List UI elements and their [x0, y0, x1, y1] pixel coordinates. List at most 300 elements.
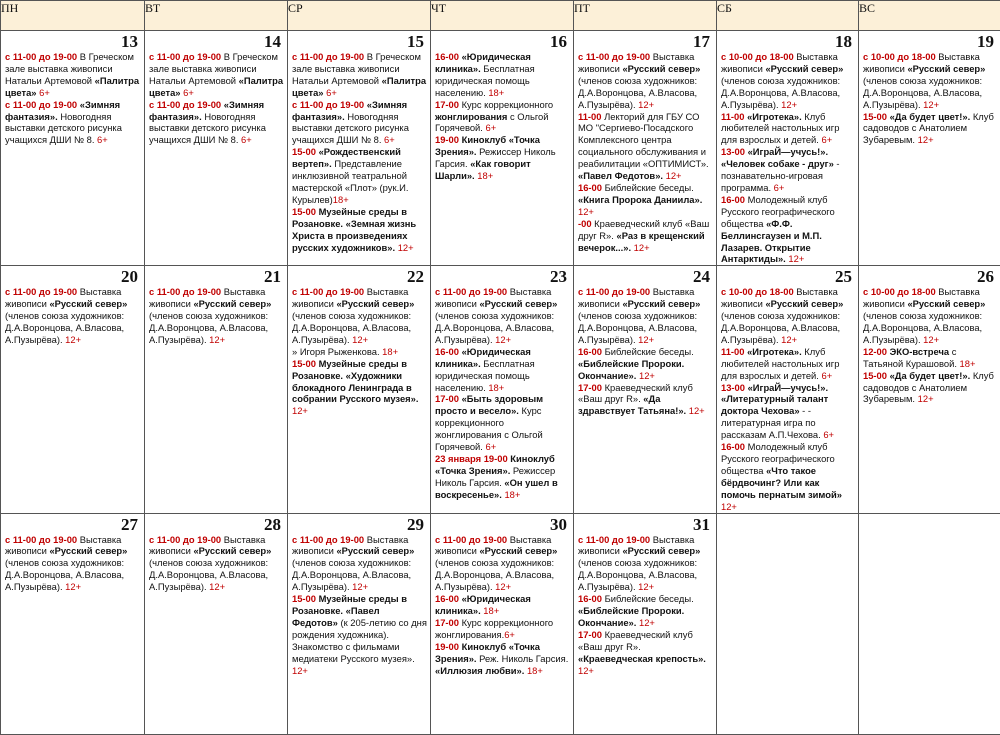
event-time: с 10-00 до 18-00 — [863, 51, 936, 62]
event-time: с 11-00 до 19-00 — [5, 534, 77, 545]
event-item — [292, 206, 428, 254]
event-time: 13-00 — [721, 146, 745, 157]
event-title: «Краеведческая крепость». — [578, 653, 706, 664]
age-rating: 6+ — [37, 87, 50, 98]
event-description: Режиссер Николь Гарсия. — [435, 146, 556, 169]
day-cell — [288, 266, 431, 513]
event-title: «Что такое бёрдвочинг? Или как помочь пернатым зимой» — [721, 465, 842, 500]
day-number: 16 — [431, 31, 573, 51]
event-text: Курс коррекционного жонглирования. — [435, 617, 553, 640]
day-cell — [1, 266, 145, 513]
event-text: В Греческом зале выставка живописи Натальи Артемовой — [5, 51, 134, 86]
event-description: Клуб садоводов с Анатолием Зубаревым. — [863, 370, 994, 405]
event-title: «Русский север» — [479, 545, 557, 556]
event-item — [292, 358, 428, 418]
age-rating: 12+ — [395, 242, 414, 253]
day-cell — [574, 31, 717, 266]
day-cell — [574, 513, 717, 734]
event-title: «Зимняя фантазия». — [5, 99, 120, 122]
event-title: «Зимняя фантазия». — [149, 99, 264, 122]
event-time: 17-00 — [435, 617, 459, 628]
event-description: (членов союза художников: Д.А.Воронцова, А.Власова, А.Пузырёва). — [435, 557, 554, 592]
day-cell — [288, 513, 431, 734]
event-time: 16-00 — [435, 51, 459, 62]
event-text: Выставка живописи — [5, 534, 121, 557]
event-text: Краеведческий клуб «Ваш друг R». — [578, 218, 709, 241]
age-rating: 6+ — [771, 182, 784, 193]
event-time: 16-00 — [578, 182, 602, 193]
day-cell — [431, 266, 574, 513]
event-text: Выставка живописи — [149, 286, 265, 309]
weekday-thu: ЧТ — [431, 1, 574, 31]
event-list — [288, 534, 430, 677]
event-text: Выставка живописи — [578, 534, 694, 557]
event-item — [578, 534, 714, 594]
event-item — [721, 51, 856, 111]
event-time: 15-00 — [292, 146, 316, 157]
event-item — [578, 382, 714, 418]
event-text: » Игоря Рыженкова. — [292, 346, 380, 357]
event-list — [431, 534, 573, 677]
event-description: (членов союза художников: Д.А.Воронцова, А.Власова, А.Пузырёва). — [149, 557, 268, 592]
event-item — [149, 534, 285, 594]
event-title: Киноклуб «Точка Зрения». — [435, 453, 555, 476]
weekday-sun: ВС — [859, 1, 1000, 31]
day-cell — [574, 266, 717, 513]
weekday-wed: СР — [288, 1, 431, 31]
weekday-fri: ПТ — [574, 1, 717, 31]
event-title: «Русский север» — [765, 63, 843, 74]
event-text: Выставка живописи — [435, 286, 551, 309]
event-description: (членов союза художников: Д.А.Воронцова, А.Власова, А.Пузырёва). — [721, 310, 840, 345]
event-description: Новогодняя выставки детского рисунка учащихся ДШИ № 8. — [292, 111, 409, 146]
event-time: -00 — [578, 218, 592, 229]
age-rating: 6+ — [181, 87, 194, 98]
event-title: Музейные среды в Розановке. «Земная жизнь Христа в произведениях русских художников». — [292, 206, 416, 253]
age-rating: 12+ — [636, 334, 655, 345]
event-title: «Русский север» — [336, 545, 414, 556]
event-time: с 11-00 до 19-00 — [149, 99, 221, 110]
event-list — [574, 534, 716, 677]
event-title: Музейные среды в Розановке. «Павел Федотов» — [292, 593, 407, 628]
event-time: 17-00 — [435, 393, 459, 404]
event-time: с 11-00 до 19-00 — [149, 51, 221, 62]
event-item — [721, 194, 856, 265]
event-time: 13-00 — [721, 382, 745, 393]
event-title: «Палитра цвета» — [292, 75, 426, 98]
event-item — [435, 134, 571, 182]
event-time: с 11-00 до 19-00 — [5, 286, 77, 297]
event-item — [435, 617, 571, 641]
event-item — [578, 111, 714, 182]
empty-day-cell — [859, 513, 1000, 734]
week-row — [1, 266, 1000, 513]
event-title: «Юридическая клиника». — [435, 593, 531, 616]
day-cell — [859, 266, 1000, 513]
event-item — [863, 346, 998, 370]
event-item — [863, 51, 998, 111]
event-text: Краеведческий клуб «Ваш друг R». — [578, 629, 693, 652]
event-item — [578, 629, 714, 677]
event-list — [1, 51, 144, 146]
event-title: «Русский север» — [49, 545, 127, 556]
event-item — [435, 99, 571, 135]
event-description: (членов союза художников: Д.А.Воронцова, А.Власова, А.Пузырёва). — [149, 310, 268, 345]
event-list — [145, 286, 287, 346]
event-description: (членов союза художников: Д.А.Воронцова, А.Власова, А.Пузырёва). — [292, 557, 411, 592]
event-time: с 11-00 до 19-00 — [5, 51, 77, 62]
age-rating-secondary: 18+ — [502, 489, 521, 500]
event-time: 15-00 — [292, 206, 316, 217]
event-title: «Русский север» — [193, 545, 271, 556]
event-item — [578, 286, 714, 346]
event-time: с 11-00 до 19-00 — [5, 99, 77, 110]
age-rating: 12+ — [631, 242, 650, 253]
week-row — [1, 31, 1000, 266]
event-item — [435, 51, 571, 99]
day-cell — [859, 31, 1000, 266]
event-time: 16-00 — [435, 346, 459, 357]
event-time: с 10-00 до 18-00 — [863, 286, 936, 297]
event-list — [431, 286, 573, 500]
age-rating: 12+ — [921, 99, 940, 110]
event-list — [431, 51, 573, 182]
age-rating: 12+ — [636, 370, 655, 381]
age-rating: 12+ — [915, 134, 934, 145]
day-number: 31 — [574, 514, 716, 534]
event-title: «ИграЙ—учусь!». «Литературный талант доктора Чехова» — [721, 382, 828, 417]
age-rating: 18+ — [486, 382, 505, 393]
event-description: (членов союза художников: Д.А.Воронцова, А.Власова, А.Пузырёва). — [5, 310, 124, 345]
event-description: Реж. Николь Гарсия. — [477, 653, 569, 664]
age-rating: 6+ — [483, 122, 496, 133]
event-time: 15-00 — [863, 370, 887, 381]
event-text: Краеведческий клуб «Ваш друг R». — [578, 382, 693, 405]
event-title: «Быть здоровым просто и весело». — [435, 393, 543, 416]
event-title: Киноклуб «Точка Зрения». — [435, 641, 540, 664]
event-description: с Ольгой Горячевой. — [435, 111, 549, 134]
event-item — [5, 51, 142, 99]
event-title: «Библейские Пророки. Окончание». — [578, 358, 684, 381]
event-description: (членов союза художников: Д.А.Воронцова, А.Власова, А.Пузырёва). — [292, 310, 411, 345]
day-number: 15 — [288, 31, 430, 51]
event-title: «Игротека». — [747, 346, 802, 357]
day-number: 27 — [1, 514, 144, 534]
event-list — [574, 51, 716, 253]
event-title-secondary: «Как говорит Шарли». — [435, 158, 531, 181]
event-time: 16-00 — [435, 593, 459, 604]
event-item — [5, 286, 142, 346]
weekday-header-row — [1, 1, 1000, 31]
day-cell — [717, 31, 859, 266]
event-time: 16-00 — [578, 346, 602, 357]
event-text: Выставка живописи — [435, 534, 551, 557]
event-description: (к 205-летию со дня рождения художника). Знакомство с фильмами медиатеки Русского музея». — [292, 617, 427, 664]
event-description: (членов союза художников: Д.А.Воронцова, А.Власова, А.Пузырёва). — [863, 310, 982, 345]
event-item — [578, 182, 714, 218]
event-title: «Палитра цвета» — [149, 75, 283, 98]
event-list — [288, 51, 430, 253]
age-rating: 12+ — [636, 617, 655, 628]
event-description: (членов союза художников: Д.А.Воронцова, А.Власова, А.Пузырёва). — [578, 310, 697, 345]
event-text: Выставка живописи — [721, 286, 838, 309]
weekday-sat: СБ — [717, 1, 859, 31]
event-time: 11-00 — [721, 111, 744, 122]
event-title-secondary: «Он ушел в воскресенье». — [435, 477, 558, 500]
day-cell — [717, 266, 859, 513]
event-time: с 10-00 до 18-00 — [721, 51, 794, 62]
age-rating-secondary: 18+ — [475, 170, 494, 181]
event-text: Выставка живописи — [863, 51, 980, 74]
event-description: Режиссер Николь Гарсия. — [435, 465, 555, 488]
event-title: «ИграЙ—учусь!». «Человек собаке - друг» — [721, 146, 834, 169]
age-rating: 12+ — [63, 334, 82, 345]
event-list — [574, 286, 716, 417]
event-description: (членов союза художников: Д.А.Воронцова, А.Власова, А.Пузырёва). — [435, 310, 554, 345]
day-number: 26 — [859, 266, 1000, 286]
event-item — [721, 382, 856, 442]
event-time: с 11-00 до 19-00 — [149, 286, 221, 297]
event-item — [721, 346, 856, 382]
age-rating: 6+ — [94, 134, 107, 145]
event-description: (членов союза художников: Д.А.Воронцова, А.Власова, А.Пузырёва). — [863, 75, 982, 110]
event-time: 17-00 — [435, 99, 459, 110]
event-list — [145, 51, 287, 146]
event-time: с 11-00 до 19-00 — [292, 51, 364, 62]
event-item — [578, 218, 714, 254]
day-number: 18 — [717, 31, 858, 51]
age-rating: 12+ — [779, 334, 798, 345]
age-rating: 12+ — [292, 665, 308, 676]
day-cell — [1, 31, 145, 266]
event-item — [292, 51, 428, 99]
event-item — [578, 346, 714, 382]
day-cell — [145, 31, 288, 266]
event-list — [859, 286, 1000, 405]
age-rating: 6+ — [324, 87, 337, 98]
day-number: 30 — [431, 514, 573, 534]
event-title: «Русский север» — [765, 298, 843, 309]
age-rating: 12+ — [686, 405, 705, 416]
event-description: Бесплатная юридическая помощь населению. — [435, 63, 535, 98]
age-rating: 12+ — [636, 581, 655, 592]
event-time: 15-00 — [863, 111, 887, 122]
day-number: 25 — [717, 266, 858, 286]
event-time: 11-00 — [721, 346, 744, 357]
event-text: Библейские беседы. — [602, 346, 694, 357]
event-list — [145, 534, 287, 594]
age-rating: 12+ — [493, 334, 512, 345]
event-title: «Русский север» — [622, 545, 700, 556]
event-title: «Русский север» — [193, 298, 271, 309]
event-list — [288, 286, 430, 417]
event-text: Выставка живописи — [721, 51, 838, 74]
event-description: Клуб любителей настольных игр для взрослых и детей. — [721, 111, 839, 146]
event-time: 16-00 — [578, 593, 602, 604]
age-rating: 18+ — [486, 87, 505, 98]
event-item — [292, 534, 428, 594]
age-rating: 12+ — [779, 99, 798, 110]
day-number: 13 — [1, 31, 144, 51]
age-rating: 6+ — [504, 629, 515, 640]
event-item — [435, 453, 571, 501]
event-title: «Юридическая клиника». — [435, 51, 531, 74]
event-time: 19-00 — [435, 641, 459, 652]
age-rating: 12+ — [350, 581, 369, 592]
event-list — [717, 286, 858, 512]
event-text: Выставка живописи — [863, 286, 980, 309]
event-item — [721, 441, 856, 512]
age-rating: 12+ — [786, 253, 805, 264]
day-number: 21 — [145, 266, 287, 286]
event-item — [292, 99, 428, 147]
day-cell — [145, 266, 288, 513]
age-rating: 12+ — [350, 334, 369, 345]
event-text: Выставка живописи — [149, 534, 265, 557]
day-number: 24 — [574, 266, 716, 286]
day-number: 19 — [859, 31, 1000, 51]
age-rating-secondary: 18+ — [524, 665, 543, 676]
event-item — [5, 99, 142, 147]
age-rating: 12+ — [207, 581, 226, 592]
day-cell — [431, 513, 574, 734]
day-cell — [145, 513, 288, 734]
event-title: «Русский север» — [622, 298, 700, 309]
age-rating: 12+ — [721, 501, 737, 512]
event-title: «Палитра цвета» — [5, 75, 139, 98]
event-text: Молодежный клуб Русского географического общества — [721, 194, 835, 229]
day-cell — [1, 513, 145, 734]
age-rating: 6+ — [821, 429, 834, 440]
event-item — [5, 534, 142, 594]
event-item — [435, 641, 571, 677]
day-number: 20 — [1, 266, 144, 286]
event-description: Клуб садоводов с Анатолием Зубаревым. — [863, 111, 994, 146]
event-item — [149, 51, 285, 99]
age-rating: 12+ — [578, 665, 594, 676]
event-time: 17-00 — [578, 382, 602, 393]
event-title: «Зимняя фантазия». — [292, 99, 407, 122]
event-title: «Русский север» — [336, 298, 414, 309]
event-time: с 11-00 до 19-00 — [292, 534, 364, 545]
age-rating: 12+ — [578, 206, 594, 217]
day-number: 14 — [145, 31, 287, 51]
event-item — [721, 146, 856, 194]
event-item — [292, 146, 428, 206]
event-title: «Рождественский вертеп». — [292, 146, 401, 169]
event-item — [863, 370, 998, 406]
age-rating: 18+ — [481, 605, 500, 616]
event-title: Киноклуб «Точка Зрения». — [435, 134, 540, 157]
event-text: Выставка живописи — [292, 534, 408, 557]
event-title: «Ф.Ф. Беллинсгаузен и М.П. Лазарев. Открытие Антарктиды». — [721, 218, 822, 265]
event-item — [721, 286, 856, 346]
age-rating: 18+ — [957, 358, 976, 369]
event-time: с 11-00 до 19-00 — [578, 286, 650, 297]
age-rating: 12+ — [207, 334, 226, 345]
event-title-secondary: «Иллюзия любви». — [435, 665, 524, 676]
event-description: Представление инклюзивной театральной мастерской «Плот» (рук.И. Курылев) — [292, 158, 409, 205]
event-item — [149, 99, 285, 147]
event-title: «Книга Пророка Даниила». — [578, 194, 702, 205]
age-rating: 18+ — [333, 194, 349, 205]
event-title: «Раз в крещенский вечерок...». — [578, 230, 705, 253]
event-item — [578, 51, 714, 111]
event-description: (членов союза художников: Д.А.Воронцова, А.Власова, А.Пузырёва). — [578, 75, 697, 110]
event-title: ЭКО-встреча — [890, 346, 950, 357]
event-title: «Русский север» — [907, 63, 985, 74]
age-rating: 12+ — [915, 393, 934, 404]
event-time: 15-00 — [292, 593, 316, 604]
weekday-tue: ВТ — [145, 1, 288, 31]
event-time: с 11-00 до 19-00 — [435, 286, 507, 297]
week-row — [1, 513, 1000, 734]
day-number: 23 — [431, 266, 573, 286]
event-title: «Да будет цвет!». — [890, 370, 971, 381]
event-item — [578, 593, 714, 629]
event-time: с 11-00 до 19-00 — [292, 286, 364, 297]
event-description: Бесплатная юридическая помощь населению. — [435, 358, 535, 393]
weekday-mon: ПН — [1, 1, 145, 31]
event-list — [717, 51, 858, 265]
event-time: с 11-00 до 19-00 — [578, 534, 650, 545]
event-time: с 10-00 до 18-00 — [721, 286, 794, 297]
event-list — [1, 286, 144, 346]
event-description: (членов союза художников: Д.А.Воронцова, А.Власова, А.Пузырёва). — [721, 75, 840, 110]
event-time: 11-00 — [578, 111, 601, 122]
event-description: - познавательно-игровая программа. — [721, 158, 840, 193]
event-item — [435, 593, 571, 617]
event-item — [292, 346, 428, 358]
event-title: «Да здравствует Татьяна!». — [578, 393, 686, 416]
age-rating: 12+ — [292, 405, 308, 416]
event-text: В Греческом зале выставка живописи Натальи Артемовой — [149, 51, 278, 86]
event-list — [1, 534, 144, 594]
event-item — [435, 346, 571, 394]
event-time: с 11-00 до 19-00 — [292, 99, 364, 110]
age-rating: 6+ — [819, 370, 832, 381]
event-text: Лекторий для ГБУ СО МО "Сергиево-Посадского Комплексного центра социального обслуживания и реабилитации «ОПТИМИСТ». — [578, 111, 709, 170]
event-text: Библейские беседы. — [602, 593, 694, 604]
age-rating: 6+ — [483, 441, 496, 452]
event-item — [863, 111, 998, 147]
event-description: (членов союза художников: Д.А.Воронцова, А.Власова, А.Пузырёва). — [5, 557, 124, 592]
event-description: Новогодняя выставки детского рисунка учащихся ДШИ № 8. — [149, 111, 266, 146]
age-rating: 12+ — [921, 334, 940, 345]
event-text: Выставка живописи — [292, 286, 408, 309]
event-item — [149, 286, 285, 346]
day-number: 28 — [145, 514, 287, 534]
day-cell — [431, 31, 574, 266]
age-rating: 6+ — [819, 134, 832, 145]
empty-day-cell — [717, 513, 859, 734]
event-text: Выставка живописи — [578, 51, 694, 74]
event-time: с 11-00 до 19-00 — [435, 534, 507, 545]
event-title: «Русский север» — [479, 298, 557, 309]
event-title: «Игротека». — [747, 111, 802, 122]
day-number: 17 — [574, 31, 716, 51]
age-rating: 12+ — [493, 581, 512, 592]
event-time: 12-00 — [863, 346, 887, 357]
event-title: «Библейские Пророки. Окончание». — [578, 605, 684, 628]
event-time: 17-00 — [578, 629, 602, 640]
event-title: «Юридическая клиника». — [435, 346, 531, 369]
day-number: 22 — [288, 266, 430, 286]
event-list — [859, 51, 1000, 146]
event-item — [721, 111, 856, 147]
event-time: 16-00 — [721, 441, 745, 452]
event-time: 23 января 19-00 — [435, 453, 508, 464]
